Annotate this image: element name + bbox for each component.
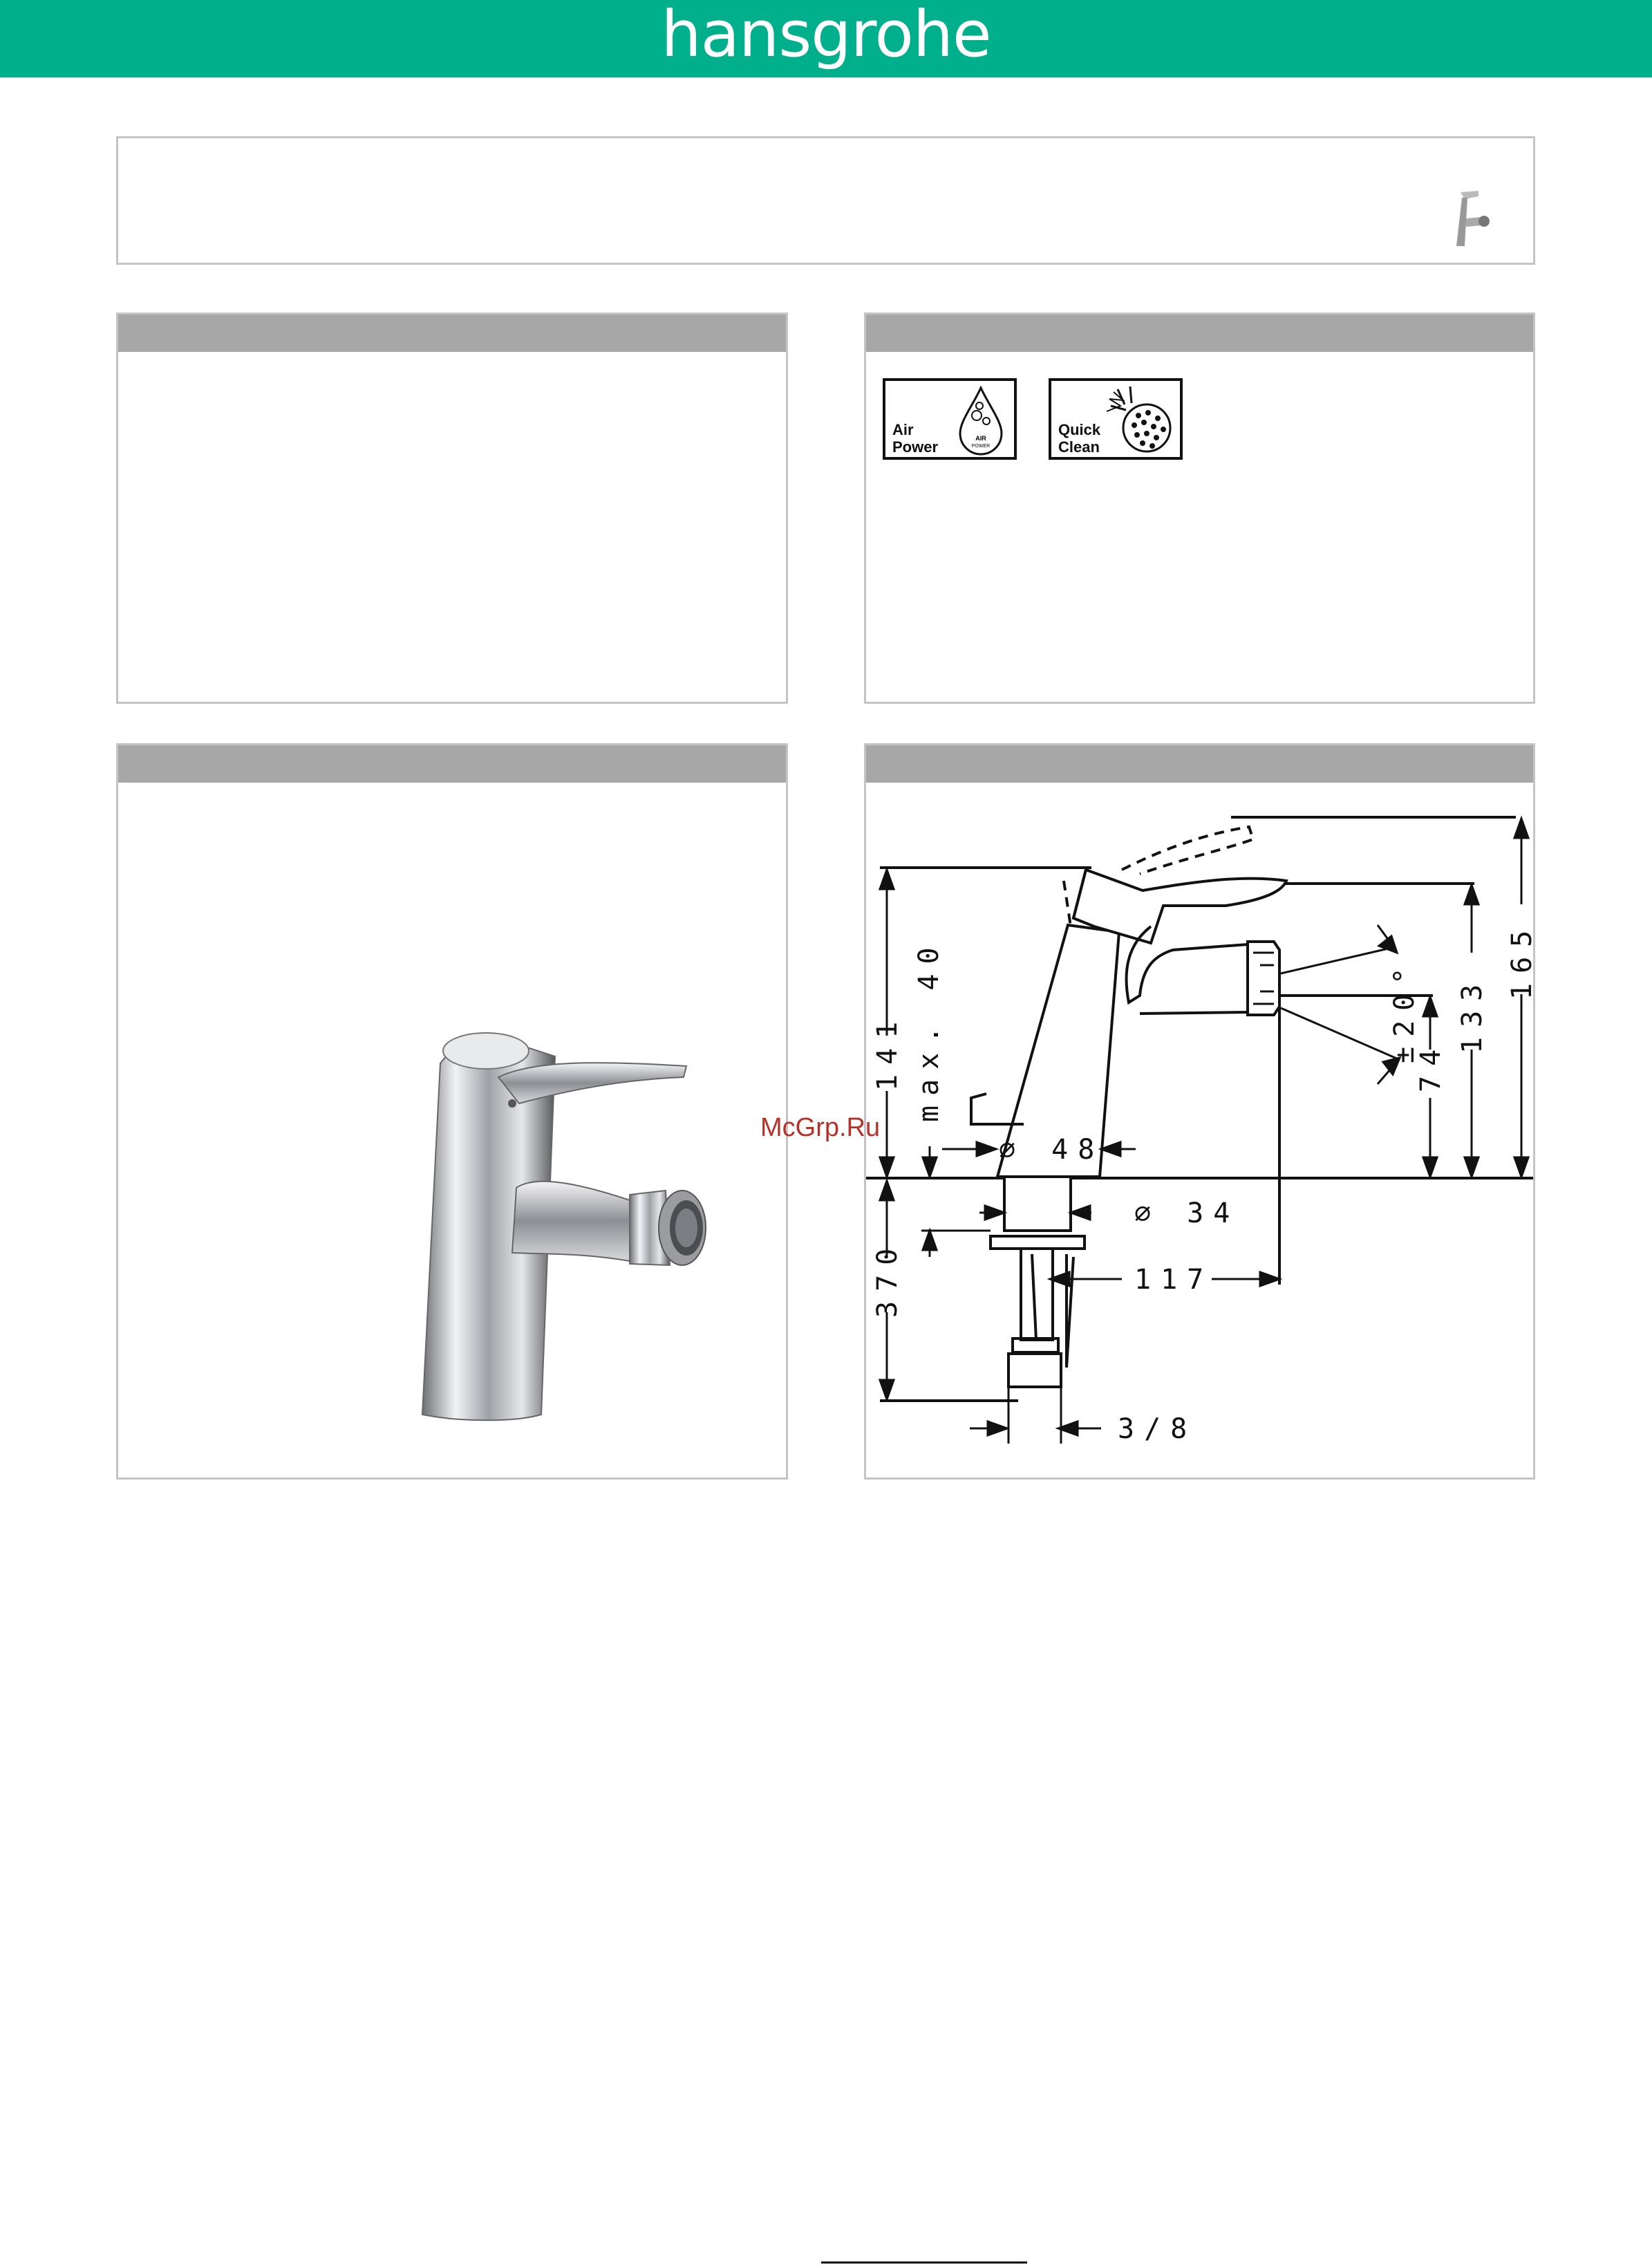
dim-165: 165 <box>1506 920 1538 1000</box>
description-panel <box>116 312 788 704</box>
dim-370: 370 <box>872 1238 903 1318</box>
dim-141: 141 <box>872 1011 903 1091</box>
svg-text:AIR: AIR <box>975 435 986 442</box>
dim-74: 74 <box>1415 1039 1447 1092</box>
panel-header <box>118 745 786 783</box>
footer-rule <box>821 2261 1027 2264</box>
product-header-box <box>116 136 1535 265</box>
brand-logo: hansgrohe <box>661 0 991 71</box>
panel-header <box>118 315 786 352</box>
faucet-thumbnail-icon <box>1447 187 1495 249</box>
product-photo-panel <box>116 743 788 1480</box>
watermark: McGrp.Ru <box>760 1113 881 1142</box>
panel-header <box>866 315 1533 352</box>
quickclean-aerator-icon <box>1104 385 1176 457</box>
dimension-drawing-panel <box>864 743 1538 1480</box>
svg-text:POWER: POWER <box>971 444 991 449</box>
airpower-label: Air Power <box>892 421 939 456</box>
dim-34: ∅ 34 <box>1134 1197 1240 1229</box>
airpower-drop-icon <box>952 385 1010 457</box>
dim-angle: ±20° <box>1389 958 1420 1063</box>
dim-max40: max. 40 <box>913 937 945 1122</box>
quickclean-label: Quick Clean <box>1058 421 1101 456</box>
dim-117: 117 <box>1134 1264 1214 1296</box>
airpower-badge <box>883 378 1017 460</box>
dim-3-8: 3/8 <box>1118 1413 1197 1445</box>
dim-48: ∅ 48 <box>999 1134 1105 1166</box>
dim-133: 133 <box>1456 974 1488 1054</box>
features-panel <box>864 312 1535 704</box>
technical-drawing <box>866 745 1538 1477</box>
quickclean-badge <box>1049 378 1183 460</box>
bidet-mixer-photo <box>305 1022 747 1423</box>
